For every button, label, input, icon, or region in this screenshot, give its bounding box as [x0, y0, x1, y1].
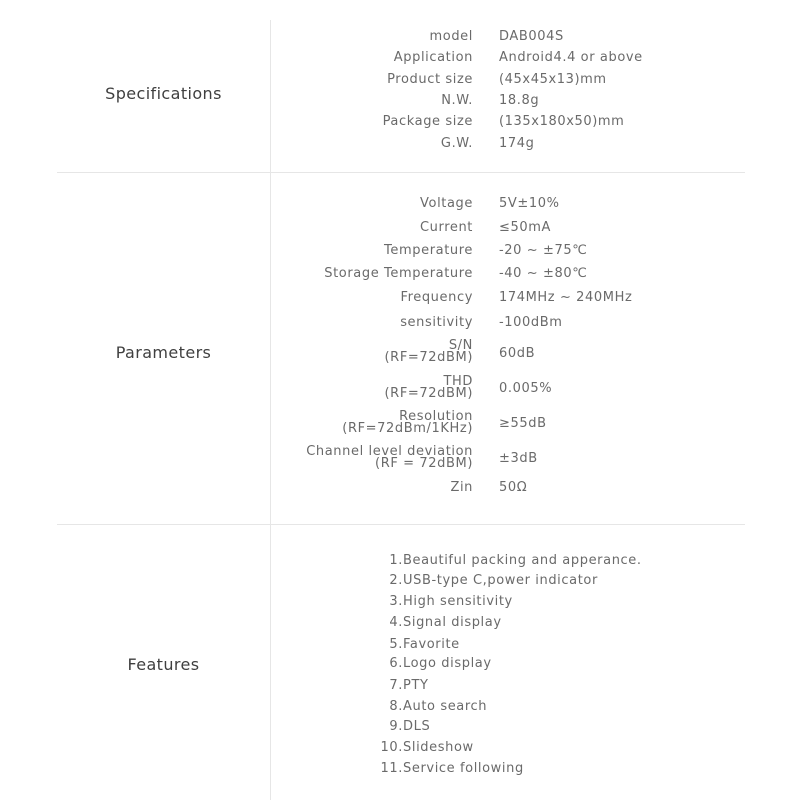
param-value: -100dBm — [499, 315, 563, 330]
param-row-temperature — [290, 244, 750, 266]
param-row-channel-level-deviation — [290, 446, 750, 478]
feature-text: Service following — [403, 761, 524, 776]
feature-number: 1. — [389, 553, 403, 568]
param-label — [385, 340, 473, 364]
param-label-line2: (RF = 72dBM) — [375, 456, 473, 471]
feature-text: Auto search — [403, 699, 488, 714]
param-value: 174MHz ~ 240MHz — [499, 290, 633, 305]
param-label: Frequency — [400, 290, 473, 305]
param-row-sensitivity — [290, 316, 750, 338]
features-title: Features — [127, 655, 200, 674]
param-label-line2: (RF=72dBM) — [384, 386, 473, 401]
feature-item — [374, 679, 734, 697]
param-value: 50Ω — [499, 480, 528, 495]
spec-label: model — [429, 29, 473, 44]
param-row-zin — [290, 481, 750, 503]
parameters-title: Parameters — [115, 343, 212, 362]
feature-item — [374, 574, 734, 592]
feature-number: 6. — [389, 656, 403, 671]
feature-text: USB-type C,power indicator — [403, 573, 598, 588]
spec-row-application — [290, 51, 750, 73]
spec-value: 18.8g — [499, 93, 540, 108]
param-row-voltage — [290, 197, 750, 219]
spec-label: Application — [393, 50, 473, 65]
feature-number: 11. — [380, 761, 403, 776]
spec-row-gw — [290, 137, 750, 159]
feature-item — [374, 657, 734, 675]
feature-number: 10. — [380, 740, 403, 755]
param-label-line2: (RF=72dBM) — [384, 350, 473, 365]
section-divider-1 — [57, 172, 745, 173]
feature-item — [374, 720, 734, 738]
param-row-thd — [290, 376, 750, 408]
param-row-current — [290, 221, 750, 243]
spec-label: N.W. — [441, 93, 473, 108]
param-value: ≤50mA — [499, 220, 551, 235]
feature-number: 5. — [389, 637, 403, 652]
param-value: ≥55dB — [499, 416, 547, 431]
spec-label: G.W. — [440, 136, 473, 151]
param-value: 60dB — [499, 346, 536, 361]
param-label — [385, 376, 473, 400]
param-row-storage-temperature — [290, 267, 750, 289]
feature-item — [374, 554, 734, 572]
feature-text: Beautiful packing and apperance. — [403, 553, 642, 568]
feature-text: Logo display — [403, 656, 492, 671]
feature-number: 3. — [389, 594, 403, 609]
feature-item — [374, 638, 734, 656]
feature-number: 2. — [389, 573, 403, 588]
feature-text: PTY — [403, 678, 429, 693]
spec-label: Product size — [387, 72, 473, 87]
param-value: -40 ~ ±80℃ — [499, 266, 588, 281]
column-divider — [270, 20, 271, 800]
param-label-line1: Channel level deviation — [306, 444, 473, 459]
param-value: 5V±10% — [499, 196, 560, 211]
spec-value: (135x180x50)mm — [499, 114, 625, 129]
feature-item — [374, 700, 734, 718]
feature-item — [374, 595, 734, 613]
feature-item — [374, 762, 734, 780]
spec-value: DAB004S — [499, 29, 564, 44]
feature-text: DLS — [403, 719, 431, 734]
param-label: Storage Temperature — [324, 266, 473, 281]
param-value: -20 ~ ±75℃ — [499, 243, 588, 258]
feature-item — [374, 741, 734, 759]
feature-text: Slideshow — [403, 740, 474, 755]
spec-value: 174g — [499, 136, 535, 151]
param-label: sensitivity — [400, 315, 473, 330]
param-value: 0.005% — [499, 381, 553, 396]
feature-number: 9. — [389, 719, 403, 734]
param-label — [306, 446, 473, 470]
param-label-line2: (RF=72dBm/1KHz) — [342, 421, 473, 436]
param-label-line1: S/N — [448, 338, 473, 353]
section-divider-2 — [57, 524, 745, 525]
param-row-frequency — [290, 291, 750, 313]
specifications-title: Specifications — [105, 84, 222, 103]
feature-number: 7. — [389, 678, 403, 693]
feature-number: 8. — [389, 699, 403, 714]
spec-row-model — [290, 30, 750, 52]
param-label: Zin — [450, 480, 473, 495]
param-label-line1: Resolution — [399, 409, 473, 424]
feature-number: 4. — [389, 615, 403, 630]
param-label: Voltage — [420, 196, 473, 211]
spec-row-nw — [290, 94, 750, 116]
spec-label: Package size — [382, 114, 473, 129]
param-row-sn — [290, 340, 750, 372]
param-label-line1: THD — [443, 374, 473, 389]
param-value: ±3dB — [499, 451, 538, 466]
feature-text: Signal display — [403, 615, 502, 630]
spec-value: Android4.4 or above — [499, 50, 643, 65]
spec-row-package-size — [290, 115, 750, 137]
feature-text: High sensitivity — [403, 594, 513, 609]
param-label: Current — [419, 220, 473, 235]
feature-text: Favorite — [403, 637, 460, 652]
param-label: Temperature — [384, 243, 473, 258]
param-row-resolution — [290, 411, 750, 443]
feature-item — [374, 616, 734, 634]
spec-row-product-size — [290, 73, 750, 95]
spec-value: (45x45x13)mm — [499, 72, 607, 87]
param-label — [342, 411, 473, 435]
